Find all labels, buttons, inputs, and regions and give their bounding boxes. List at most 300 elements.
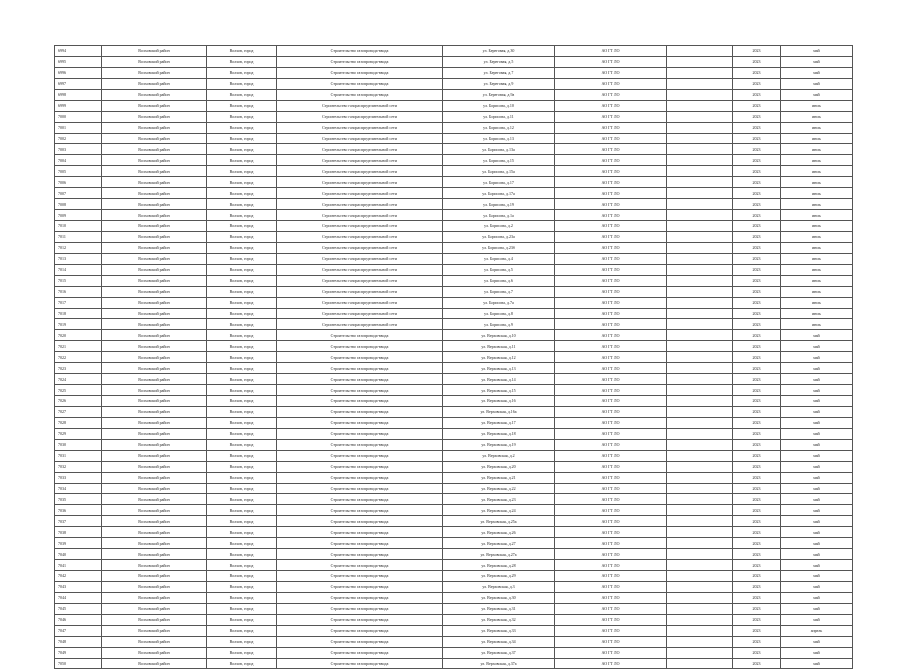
month-cell: июль <box>781 188 853 199</box>
settlement-cell: Волхов, город <box>207 100 277 111</box>
address-cell: ул. Борисова, д.23а <box>443 231 555 242</box>
district-cell: Волховский район <box>102 450 207 461</box>
table-row <box>55 396 853 407</box>
year-cell: 2023 <box>733 571 781 582</box>
table-row <box>55 560 853 571</box>
address-cell: ул. Береговая, д.9а <box>443 89 555 100</box>
table-row <box>55 56 853 67</box>
year-cell: 2023 <box>733 363 781 374</box>
spacer-cell <box>667 614 733 625</box>
spacer-cell <box>667 603 733 614</box>
table-row <box>55 264 853 275</box>
year-cell: 2023 <box>733 439 781 450</box>
work-type-cell: Строительство газопровода-ввода <box>277 406 443 417</box>
settlement-cell: Волхов, город <box>207 46 277 57</box>
work-type-cell: Строительство газораспределительной сети <box>277 286 443 297</box>
spacer-cell <box>667 472 733 483</box>
operator-cell: АО ГТ ЛО <box>555 406 667 417</box>
address-cell: ул. Борисова, д.6 <box>443 275 555 286</box>
settlement-cell: Волхов, город <box>207 188 277 199</box>
operator-cell: АО ГТ ЛО <box>555 46 667 57</box>
row-number-cell: 7002 <box>55 133 102 144</box>
table-row <box>55 330 853 341</box>
address-cell: ул. Верховская, д.14 <box>443 374 555 385</box>
table-row <box>55 636 853 647</box>
row-number-cell: 7028 <box>55 417 102 428</box>
settlement-cell: Волхов, город <box>207 330 277 341</box>
address-cell: ул. Борисова, д.9 <box>443 319 555 330</box>
work-type-cell: Строительство газопровода-ввода <box>277 78 443 89</box>
district-cell: Волховский район <box>102 210 207 221</box>
settlement-cell: Волхов, город <box>207 636 277 647</box>
work-type-cell: Строительство газопровода-ввода <box>277 560 443 571</box>
district-cell: Волховский район <box>102 133 207 144</box>
district-cell: Волховский район <box>102 242 207 253</box>
month-cell: май <box>781 658 853 669</box>
year-cell: 2023 <box>733 100 781 111</box>
address-cell: ул. Верховская, д.19 <box>443 439 555 450</box>
spacer-cell <box>667 122 733 133</box>
operator-cell: АО ГТ ЛО <box>555 625 667 636</box>
settlement-cell: Волхов, город <box>207 144 277 155</box>
settlement-cell: Волхов, город <box>207 286 277 297</box>
table-row <box>55 374 853 385</box>
table-body <box>55 46 853 669</box>
year-cell: 2023 <box>733 242 781 253</box>
district-cell: Волховский район <box>102 46 207 57</box>
operator-cell: АО ГТ ЛО <box>555 275 667 286</box>
district-cell: Волховский район <box>102 231 207 242</box>
spacer-cell <box>667 231 733 242</box>
operator-cell: АО ГТ ЛО <box>555 188 667 199</box>
month-cell: май <box>781 527 853 538</box>
settlement-cell: Волхов, город <box>207 614 277 625</box>
year-cell: 2023 <box>733 472 781 483</box>
address-cell: ул. Борисова, д.11 <box>443 111 555 122</box>
settlement-cell: Волхов, город <box>207 527 277 538</box>
district-cell: Волховский район <box>102 188 207 199</box>
work-type-cell: Строительство газопровода-ввода <box>277 385 443 396</box>
year-cell: 2023 <box>733 133 781 144</box>
operator-cell: АО ГТ ЛО <box>555 472 667 483</box>
district-cell: Волховский район <box>102 428 207 439</box>
district-cell: Волховский район <box>102 647 207 658</box>
settlement-cell: Волхов, город <box>207 647 277 658</box>
operator-cell: АО ГТ ЛО <box>555 527 667 538</box>
operator-cell: АО ГТ ЛО <box>555 494 667 505</box>
district-cell: Волховский район <box>102 199 207 210</box>
operator-cell: АО ГТ ЛО <box>555 571 667 582</box>
district-cell: Волховский район <box>102 538 207 549</box>
row-number-cell: 7042 <box>55 571 102 582</box>
spacer-cell <box>667 100 733 111</box>
spacer-cell <box>667 483 733 494</box>
spacer-cell <box>667 505 733 516</box>
spacer-cell <box>667 527 733 538</box>
spacer-cell <box>667 319 733 330</box>
month-cell: июль <box>781 133 853 144</box>
operator-cell: АО ГТ ЛО <box>555 67 667 78</box>
spacer-cell <box>667 199 733 210</box>
table-row <box>55 363 853 374</box>
table-row <box>55 67 853 78</box>
address-cell: ул. Верховская, д.2 <box>443 450 555 461</box>
year-cell: 2023 <box>733 122 781 133</box>
month-cell: май <box>781 461 853 472</box>
operator-cell: АО ГТ ЛО <box>555 253 667 264</box>
year-cell: 2023 <box>733 177 781 188</box>
address-cell: ул. Верховская, д.28 <box>443 560 555 571</box>
table-row <box>55 494 853 505</box>
work-type-cell: Строительство газораспределительной сети <box>277 100 443 111</box>
row-number-cell: 7041 <box>55 560 102 571</box>
district-cell: Волховский район <box>102 516 207 527</box>
district-cell: Волховский район <box>102 581 207 592</box>
work-type-cell: Строительство газораспределительной сети <box>277 221 443 232</box>
month-cell: май <box>781 46 853 57</box>
operator-cell: АО ГТ ЛО <box>555 439 667 450</box>
table-row <box>55 275 853 286</box>
address-cell: ул. Борисова, д.17а <box>443 188 555 199</box>
month-cell: май <box>781 374 853 385</box>
row-number-cell: 7009 <box>55 210 102 221</box>
work-type-cell: Строительство газопровода-ввода <box>277 549 443 560</box>
settlement-cell: Волхов, город <box>207 166 277 177</box>
row-number-cell: 7037 <box>55 516 102 527</box>
row-number-cell: 6999 <box>55 100 102 111</box>
month-cell: май <box>781 494 853 505</box>
row-number-cell: 7027 <box>55 406 102 417</box>
month-cell: июль <box>781 275 853 286</box>
operator-cell: АО ГТ ЛО <box>555 297 667 308</box>
district-cell: Волховский район <box>102 221 207 232</box>
month-cell: май <box>781 483 853 494</box>
year-cell: 2023 <box>733 210 781 221</box>
address-cell: ул. Борисова, д.10 <box>443 100 555 111</box>
spacer-cell <box>667 352 733 363</box>
district-cell: Волховский район <box>102 494 207 505</box>
district-cell: Волховский район <box>102 636 207 647</box>
table-row <box>55 231 853 242</box>
settlement-cell: Волхов, город <box>207 406 277 417</box>
row-number-cell: 7003 <box>55 144 102 155</box>
settlement-cell: Волхов, город <box>207 133 277 144</box>
operator-cell: АО ГТ ЛО <box>555 352 667 363</box>
table-row <box>55 505 853 516</box>
year-cell: 2023 <box>733 450 781 461</box>
row-number-cell: 6997 <box>55 78 102 89</box>
month-cell: май <box>781 560 853 571</box>
spacer-cell <box>667 210 733 221</box>
month-cell: май <box>781 636 853 647</box>
address-cell: ул. Верховская, д.11 <box>443 341 555 352</box>
spacer-cell <box>667 155 733 166</box>
year-cell: 2023 <box>733 374 781 385</box>
month-cell: май <box>781 472 853 483</box>
month-cell: май <box>781 614 853 625</box>
operator-cell: АО ГТ ЛО <box>555 658 667 669</box>
address-cell: ул. Береговая, д.5 <box>443 56 555 67</box>
table-row <box>55 319 853 330</box>
settlement-cell: Волхов, город <box>207 122 277 133</box>
table-row <box>55 177 853 188</box>
settlement-cell: Волхов, город <box>207 275 277 286</box>
row-number-cell: 7020 <box>55 330 102 341</box>
settlement-cell: Волхов, город <box>207 199 277 210</box>
month-cell: май <box>781 581 853 592</box>
work-type-cell: Строительство газопровода-ввода <box>277 330 443 341</box>
district-cell: Волховский район <box>102 363 207 374</box>
operator-cell: АО ГТ ЛО <box>555 374 667 385</box>
settlement-cell: Волхов, город <box>207 210 277 221</box>
work-type-cell: Строительство газораспределительной сети <box>277 308 443 319</box>
month-cell: июль <box>781 286 853 297</box>
settlement-cell: Волхов, город <box>207 177 277 188</box>
table-row <box>55 472 853 483</box>
address-cell: ул. Борисова, д.15а <box>443 166 555 177</box>
table-row <box>55 658 853 669</box>
month-cell: май <box>781 647 853 658</box>
work-type-cell: Строительство газораспределительной сети <box>277 133 443 144</box>
spacer-cell <box>667 46 733 57</box>
address-cell: ул. Борисова, д.17 <box>443 177 555 188</box>
district-cell: Волховский район <box>102 483 207 494</box>
row-number-cell: 7030 <box>55 439 102 450</box>
month-cell: май <box>781 549 853 560</box>
table-row <box>55 144 853 155</box>
table-row <box>55 341 853 352</box>
month-cell: июль <box>781 199 853 210</box>
year-cell: 2023 <box>733 188 781 199</box>
work-type-cell: Строительство газопровода-ввода <box>277 483 443 494</box>
row-number-cell: 7024 <box>55 374 102 385</box>
work-type-cell: Строительство газопровода-ввода <box>277 647 443 658</box>
row-number-cell: 7040 <box>55 549 102 560</box>
row-number-cell: 6994 <box>55 46 102 57</box>
address-cell: ул. Борисова, д.23б <box>443 242 555 253</box>
spacer-cell <box>667 177 733 188</box>
month-cell: май <box>781 89 853 100</box>
operator-cell: АО ГТ ЛО <box>555 603 667 614</box>
row-number-cell: 7023 <box>55 363 102 374</box>
year-cell: 2023 <box>733 330 781 341</box>
district-cell: Волховский район <box>102 330 207 341</box>
address-cell: ул. Верховская, д.33 <box>443 625 555 636</box>
month-cell: июль <box>781 319 853 330</box>
month-cell: май <box>781 603 853 614</box>
address-cell: ул. Верховская, д.16а <box>443 406 555 417</box>
month-cell: май <box>781 571 853 582</box>
table-row <box>55 538 853 549</box>
month-cell: май <box>781 592 853 603</box>
month-cell: май <box>781 78 853 89</box>
spacer-cell <box>667 385 733 396</box>
table-row <box>55 166 853 177</box>
row-number-cell: 7043 <box>55 581 102 592</box>
operator-cell: АО ГТ ЛО <box>555 122 667 133</box>
settlement-cell: Волхов, город <box>207 494 277 505</box>
settlement-cell: Волхов, город <box>207 297 277 308</box>
table-row <box>55 308 853 319</box>
district-cell: Волховский район <box>102 560 207 571</box>
row-number-cell: 7038 <box>55 527 102 538</box>
year-cell: 2023 <box>733 253 781 264</box>
settlement-cell: Волхов, город <box>207 155 277 166</box>
operator-cell: АО ГТ ЛО <box>555 396 667 407</box>
work-type-cell: Строительство газораспределительной сети <box>277 188 443 199</box>
year-cell: 2023 <box>733 111 781 122</box>
work-type-cell: Строительство газораспределительной сети <box>277 297 443 308</box>
operator-cell: АО ГТ ЛО <box>555 199 667 210</box>
row-number-cell: 7016 <box>55 286 102 297</box>
table-row <box>55 297 853 308</box>
operator-cell: АО ГТ ЛО <box>555 341 667 352</box>
work-type-cell: Строительство газопровода-ввода <box>277 363 443 374</box>
year-cell: 2023 <box>733 341 781 352</box>
work-type-cell: Строительство газопровода-ввода <box>277 636 443 647</box>
work-type-cell: Строительство газопровода-ввода <box>277 505 443 516</box>
month-cell: июль <box>781 177 853 188</box>
settlement-cell: Волхов, город <box>207 581 277 592</box>
month-cell: май <box>781 330 853 341</box>
table-row <box>55 428 853 439</box>
address-cell: ул. Борисова, д.8 <box>443 308 555 319</box>
operator-cell: АО ГТ ЛО <box>555 417 667 428</box>
spacer-cell <box>667 647 733 658</box>
month-cell: май <box>781 352 853 363</box>
address-cell: ул. Верховская, д.20 <box>443 461 555 472</box>
address-cell: ул. Верховская, д.23 <box>443 494 555 505</box>
year-cell: 2023 <box>733 636 781 647</box>
address-cell: ул. Верховская, д.30 <box>443 592 555 603</box>
operator-cell: АО ГТ ЛО <box>555 428 667 439</box>
address-cell: ул. Верховская, д.27 <box>443 538 555 549</box>
district-cell: Волховский район <box>102 614 207 625</box>
operator-cell: АО ГТ ЛО <box>555 461 667 472</box>
district-cell: Волховский район <box>102 571 207 582</box>
settlement-cell: Волхов, город <box>207 450 277 461</box>
gasification-schedule-table <box>54 45 853 669</box>
row-number-cell: 7044 <box>55 592 102 603</box>
row-number-cell: 7000 <box>55 111 102 122</box>
operator-cell: АО ГТ ЛО <box>555 538 667 549</box>
district-cell: Волховский район <box>102 385 207 396</box>
work-type-cell: Строительство газопровода-ввода <box>277 571 443 582</box>
work-type-cell: Строительство газопровода-ввода <box>277 56 443 67</box>
table-row <box>55 549 853 560</box>
month-cell: июль <box>781 231 853 242</box>
settlement-cell: Волхов, город <box>207 571 277 582</box>
work-type-cell: Строительство газопровода-ввода <box>277 67 443 78</box>
work-type-cell: Строительство газопровода-ввода <box>277 538 443 549</box>
table-row <box>55 111 853 122</box>
operator-cell: АО ГТ ЛО <box>555 111 667 122</box>
row-number-cell: 7012 <box>55 242 102 253</box>
district-cell: Волховский район <box>102 461 207 472</box>
work-type-cell: Строительство газораспределительной сети <box>277 319 443 330</box>
row-number-cell: 7029 <box>55 428 102 439</box>
work-type-cell: Строительство газопровода-ввода <box>277 352 443 363</box>
spacer-cell <box>667 571 733 582</box>
settlement-cell: Волхов, город <box>207 341 277 352</box>
spacer-cell <box>667 461 733 472</box>
spacer-cell <box>667 406 733 417</box>
year-cell: 2023 <box>733 264 781 275</box>
district-cell: Волховский район <box>102 100 207 111</box>
operator-cell: АО ГТ ЛО <box>555 549 667 560</box>
district-cell: Волховский район <box>102 264 207 275</box>
address-cell: ул. Борисова, д.2 <box>443 221 555 232</box>
settlement-cell: Волхов, город <box>207 549 277 560</box>
district-cell: Волховский район <box>102 341 207 352</box>
year-cell: 2023 <box>733 658 781 669</box>
month-cell: май <box>781 385 853 396</box>
settlement-cell: Волхов, город <box>207 363 277 374</box>
operator-cell: АО ГТ ЛО <box>555 100 667 111</box>
table-row <box>55 210 853 221</box>
month-cell: май <box>781 538 853 549</box>
work-type-cell: Строительство газораспределительной сети <box>277 166 443 177</box>
table-row <box>55 439 853 450</box>
settlement-cell: Волхов, город <box>207 319 277 330</box>
district-cell: Волховский район <box>102 155 207 166</box>
year-cell: 2023 <box>733 352 781 363</box>
spacer-cell <box>667 188 733 199</box>
row-number-cell: 7031 <box>55 450 102 461</box>
settlement-cell: Волхов, город <box>207 625 277 636</box>
operator-cell: АО ГТ ЛО <box>555 286 667 297</box>
month-cell: июль <box>781 264 853 275</box>
address-cell: ул. Верховская, д.27а <box>443 549 555 560</box>
year-cell: 2023 <box>733 78 781 89</box>
row-number-cell: 7019 <box>55 319 102 330</box>
district-cell: Волховский район <box>102 374 207 385</box>
work-type-cell: Строительство газопровода-ввода <box>277 439 443 450</box>
month-cell: май <box>781 428 853 439</box>
year-cell: 2023 <box>733 144 781 155</box>
year-cell: 2023 <box>733 560 781 571</box>
work-type-cell: Строительство газораспределительной сети <box>277 231 443 242</box>
work-type-cell: Строительство газопровода-ввода <box>277 494 443 505</box>
district-cell: Волховский район <box>102 472 207 483</box>
row-number-cell: 7017 <box>55 297 102 308</box>
address-cell: ул. Верховская, д.25а <box>443 516 555 527</box>
year-cell: 2023 <box>733 286 781 297</box>
table-row <box>55 527 853 538</box>
district-cell: Волховский район <box>102 275 207 286</box>
operator-cell: АО ГТ ЛО <box>555 166 667 177</box>
spacer-cell <box>667 636 733 647</box>
address-cell: ул. Борисова, д.7 <box>443 286 555 297</box>
settlement-cell: Волхов, город <box>207 231 277 242</box>
spacer-cell <box>667 264 733 275</box>
work-type-cell: Строительство газопровода-ввода <box>277 516 443 527</box>
operator-cell: АО ГТ ЛО <box>555 133 667 144</box>
row-number-cell: 7022 <box>55 352 102 363</box>
operator-cell: АО ГТ ЛО <box>555 264 667 275</box>
work-type-cell: Строительство газопровода-ввода <box>277 658 443 669</box>
address-cell: ул. Верховская, д.12 <box>443 352 555 363</box>
settlement-cell: Волхов, город <box>207 242 277 253</box>
settlement-cell: Волхов, город <box>207 461 277 472</box>
operator-cell: АО ГТ ЛО <box>555 78 667 89</box>
address-cell: ул. Борисова, д.7а <box>443 297 555 308</box>
work-type-cell: Строительство газопровода-ввода <box>277 461 443 472</box>
operator-cell: АО ГТ ЛО <box>555 144 667 155</box>
row-number-cell: 7018 <box>55 308 102 319</box>
operator-cell: АО ГТ ЛО <box>555 483 667 494</box>
table-row <box>55 592 853 603</box>
